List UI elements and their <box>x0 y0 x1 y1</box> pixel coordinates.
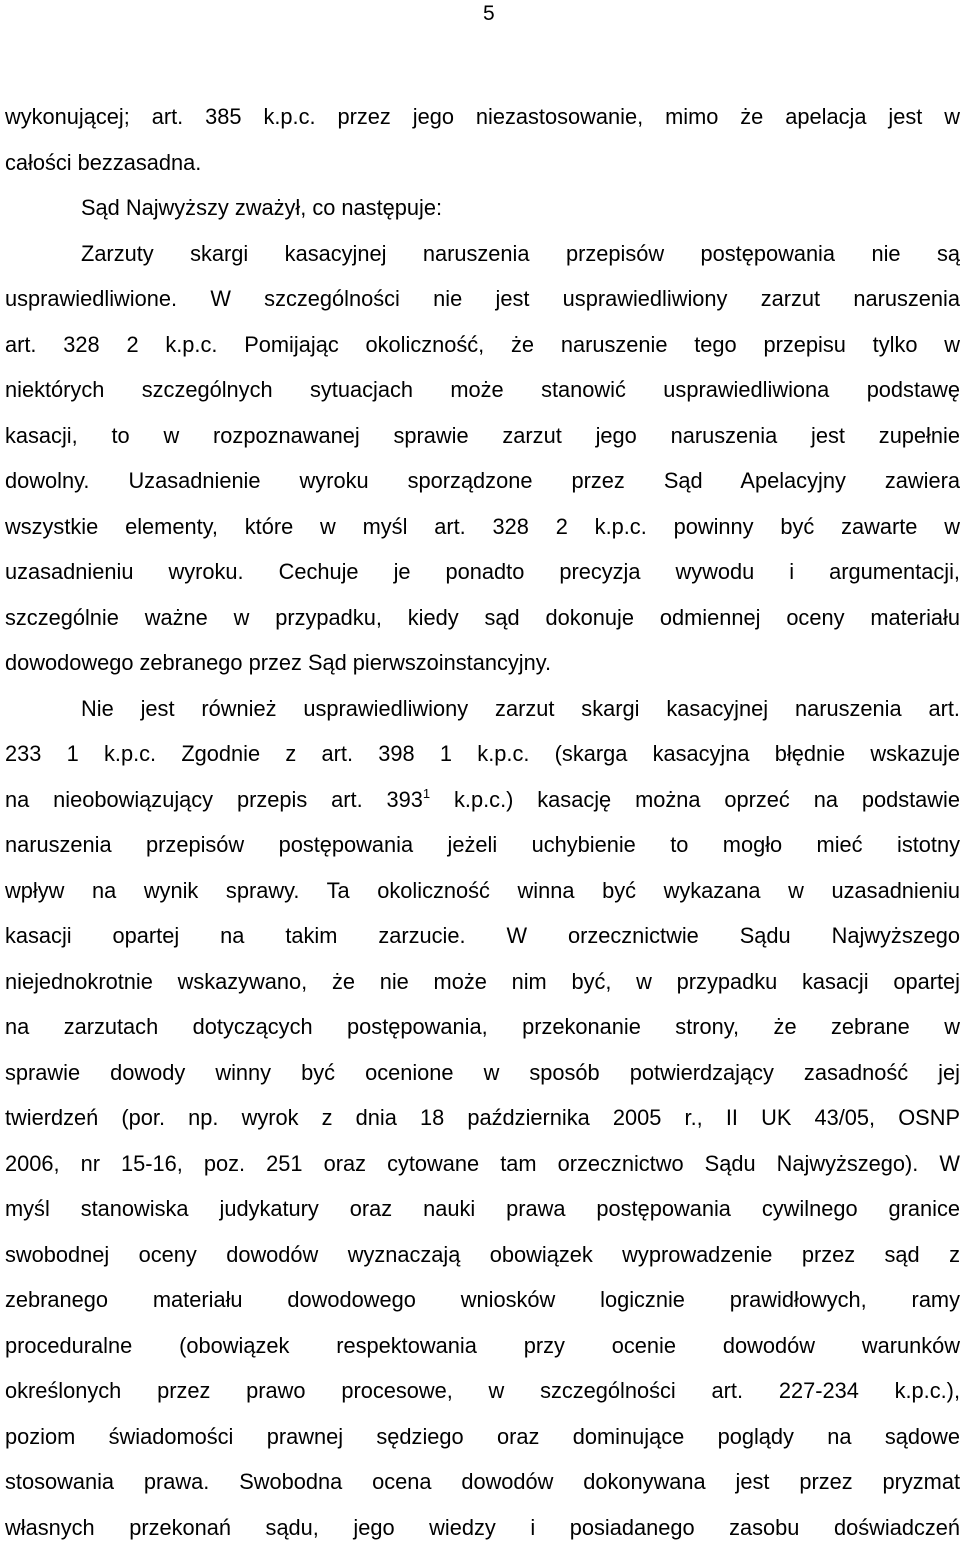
text-line: 2006, nr 15-16, poz. 251 oraz cytowane tam orzecznictwo Sądu Najwyższego). W <box>5 1141 960 1187</box>
text-line: kasacji, to w rozpoznawanej sprawie zarzut jego naruszenia jest zupełnie <box>5 413 960 459</box>
page-number: 5 <box>483 2 495 26</box>
text-line: wykonującej; art. 385 k.p.c. przez jego niezastosowanie, mimo że apelacja jest w <box>5 94 960 140</box>
text-line: dowolny. Uzasadnienie wyroku sporządzone przez Sąd Apelacyjny zawiera <box>5 458 960 504</box>
text-line: usprawiedliwione. W szczególności nie jest usprawiedliwiony zarzut naruszenia <box>5 276 960 322</box>
text-line: kasacji opartej na takim zarzucie. W orzecznictwie Sądu Najwyższego <box>5 913 960 959</box>
text-line: całości bezzasadna. <box>5 140 960 186</box>
text-line: naruszenia przepisów postępowania jeżeli uchybienie to mogło mieć istotny <box>5 822 960 868</box>
text-line: 233 1 k.p.c. Zgodnie z art. 398 1 k.p.c. (skarga kasacyjna błędnie wskazuje <box>5 731 960 777</box>
text-line: niejednokrotnie wskazywano, że nie może nim być, w przypadku kasacji opartej <box>5 959 960 1005</box>
text-line-with-superscript <box>5 777 960 823</box>
text-fragment: na nieobowiązujący przepis art. 393 <box>5 787 423 812</box>
text-fragment: k.p.c.) kasację można oprzeć na podstawie <box>430 787 960 812</box>
text-line: proceduralne (obowiązek respektowania przy ocenie dowodów warunków <box>5 1323 960 1369</box>
text-line: twierdzeń (por. np. wyrok z dnia 18 października 2005 r., II UK 43/05, OSNP <box>5 1095 960 1141</box>
text-line: niektórych szczególnych sytuacjach może stanowić usprawiedliwiona podstawę <box>5 367 960 413</box>
text-line: dowodowego zebranego przez Sąd pierwszoinstancyjny. <box>5 640 960 686</box>
text-line: określonych przez prawo procesowe, w szczególności art. 227-234 k.p.c.), <box>5 1368 960 1414</box>
document-body <box>5 94 960 1550</box>
text-line: poziom świadomości prawnej sędziego oraz dominujące poglądy na sądowe <box>5 1414 960 1460</box>
text-line: Zarzuty skargi kasacyjnej naruszenia przepisów postępowania nie są <box>5 231 960 277</box>
superscript-number: 1 <box>423 786 430 801</box>
text-line: Nie jest również usprawiedliwiony zarzut skargi kasacyjnej naruszenia art. <box>5 686 960 732</box>
text-line: Sąd Najwyższy zważył, co następuje: <box>5 185 960 231</box>
text-line: wpływ na wynik sprawy. Ta okoliczność winna być wykazana w uzasadnieniu <box>5 868 960 914</box>
text-line: uzasadnieniu wyroku. Cechuje je ponadto precyzja wywodu i argumentacji, <box>5 549 960 595</box>
text-line: szczególnie ważne w przypadku, kiedy sąd dokonuje odmiennej oceny materiału <box>5 595 960 641</box>
text-line: na zarzutach dotyczących postępowania, przekonanie strony, że zebrane w <box>5 1004 960 1050</box>
text-line: wszystkie elementy, które w myśl art. 328 2 k.p.c. powinny być zawarte w <box>5 504 960 550</box>
text-line: art. 328 2 k.p.c. Pomijając okoliczność, że naruszenie tego przepisu tylko w <box>5 322 960 368</box>
text-line: własnych przekonań sądu, jego wiedzy i posiadanego zasobu doświadczeń <box>5 1505 960 1550</box>
text-line: myśl stanowiska judykatury oraz nauki prawa postępowania cywilnego granice <box>5 1186 960 1232</box>
text-line: zebranego materiału dowodowego wniosków logicznie prawidłowych, ramy <box>5 1277 960 1323</box>
text-line: swobodnej oceny dowodów wyznaczają obowiązek wyprowadzenie przez sąd z <box>5 1232 960 1278</box>
text-line: stosowania prawa. Swobodna ocena dowodów dokonywana jest przez pryzmat <box>5 1459 960 1505</box>
text-line: sprawie dowody winny być ocenione w sposób potwierdzający zasadność jej <box>5 1050 960 1096</box>
